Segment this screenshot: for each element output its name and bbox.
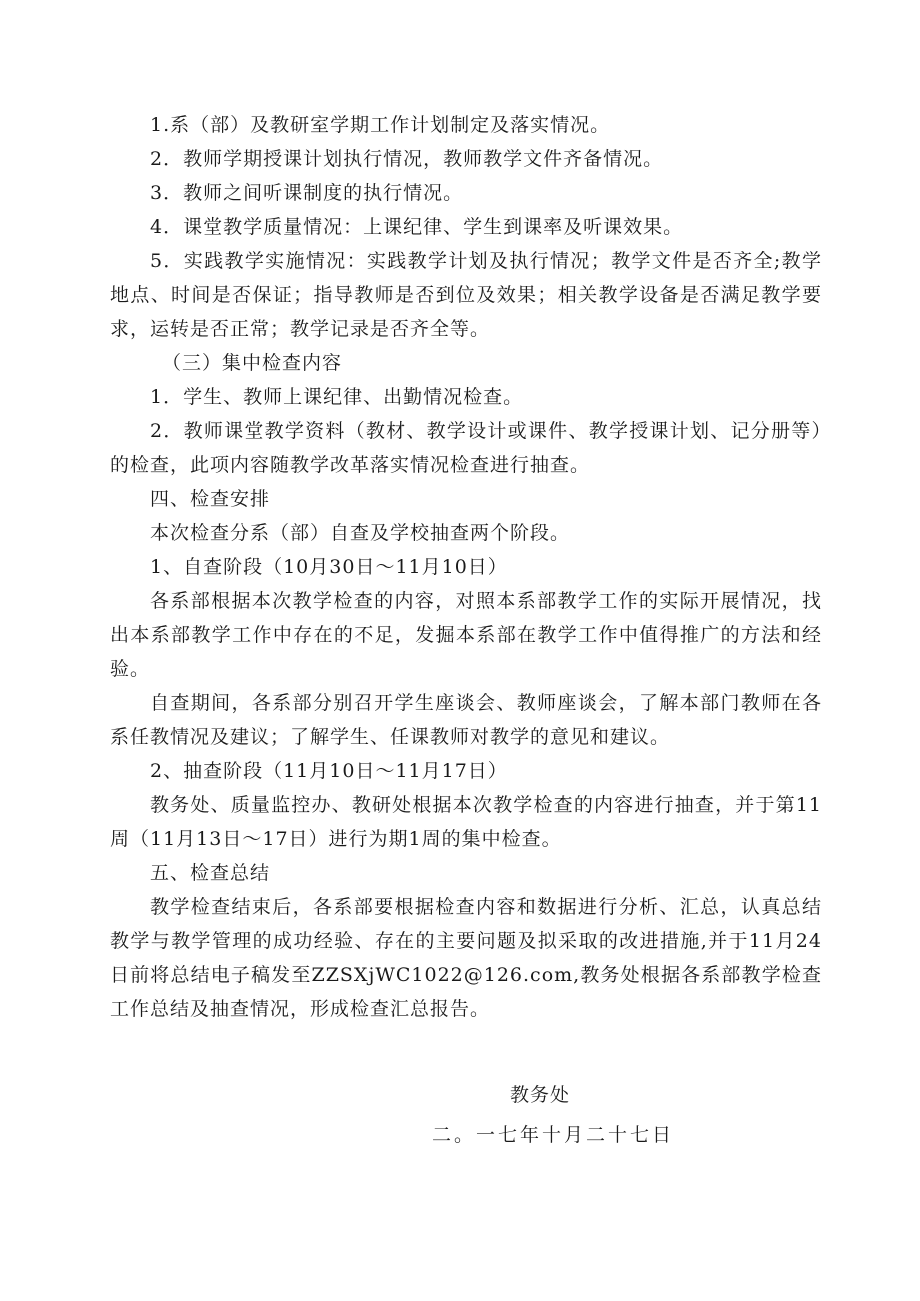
section-heading-centralized-check: （三）集中检查内容 [162, 352, 343, 374]
item-lecture-observation: 3．教师之间听课制度的执行情况。 [150, 182, 464, 204]
stage-self-check-desc: 各系部根据本次教学检查的内容，对照本系部教学工作的实际开展情况，找出本系部教学工作中存在的不足，发掘本系部在教学工作中值得推广的方法和经验。 [110, 590, 822, 680]
item-teaching-plan: 2．教师学期授课计划执行情况，教师教学文件齐备情况。 [150, 148, 664, 170]
stage-spot-check-desc: 教务处、质量监控办、教研处根据本次教学检查的内容进行抽查，并于第11周（11月13日～17日）进行为期1周的集中检查。 [110, 794, 822, 850]
stage-self-check-heading: 1、自查阶段（10月30日～11月10日） [150, 556, 508, 578]
section-heading-arrangement: 四、检查安排 [150, 488, 271, 510]
stage-spot-check-heading: 2、抽查阶段（11月10日～11月17日） [150, 760, 508, 782]
item-teaching-materials: 2．教师课堂教学资料（教材、教学设计或课件、教学授课计划、记分册等）的检查，此项内容随教学改革落实情况检查进行抽查。 [110, 420, 822, 476]
signature-department: 教务处 [510, 1084, 571, 1106]
item-plan-implementation: 1.系（部）及教研室学期工作计划制定及落实情况。 [150, 114, 611, 136]
arrangement-intro: 本次检查分系（部）自查及学校抽查两个阶段。 [150, 522, 571, 544]
item-attendance-check: 1．学生、教师上课纪律、出勤情况检查。 [150, 386, 524, 408]
document-body [110, 108, 822, 1026]
summary-desc: 教学检查结束后，各系部要根据检查内容和数据进行分析、汇总，认真总结教学与教学管理的成功经验、存在的主要问题及拟采取的改进措施,并于11月24日前将总结电子稿发至ZZSXjWC1022@126.com,教务处根据各系部教学检查工作总结及抽查情况，形成检查汇总报告。 [110, 896, 822, 1020]
item-classroom-quality: 4．课堂教学质量情况：上课纪律、学生到课率及听课效果。 [150, 216, 684, 238]
signature-date: 二。一七年十月二十七日 [432, 1124, 675, 1146]
stage-self-check-period: 自查期间，各系部分别召开学生座谈会、教师座谈会，了解本部门教师在各系任教情况及建议；了解学生、任课教师对教学的意见和建议。 [110, 692, 822, 748]
section-heading-summary: 五、检查总结 [150, 862, 271, 884]
item-practical-teaching: 5．实践教学实施情况：实践教学计划及执行情况；教学文件是否齐全;教学地点、时间是否保证；指导教师是否到位及效果；相关教学设备是否满足教学要求，运转是否正常；教学记录是否齐全等。 [110, 250, 822, 340]
